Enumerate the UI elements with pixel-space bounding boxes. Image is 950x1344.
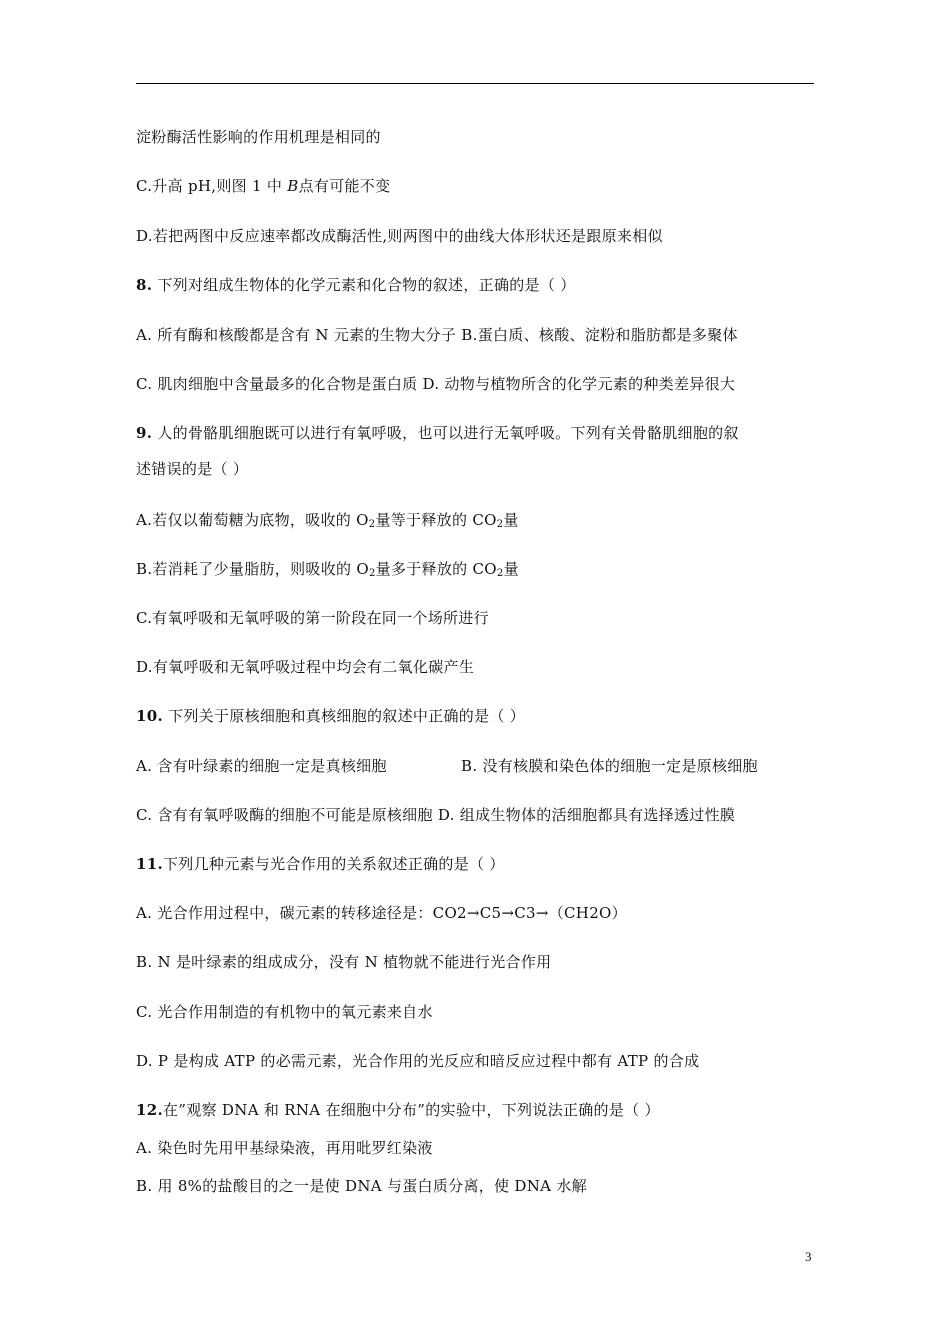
question-number: 10. [136, 707, 163, 725]
question-number: 12. [136, 1101, 163, 1119]
page-number: 3 [805, 1249, 812, 1264]
option-d-line: D.若把两图中反应速率都改成酶活性,则两图中的曲线大体形状还是跟原来相似 [136, 227, 663, 245]
point-label: B [287, 177, 299, 195]
text-span: A.若仅以葡萄糖为底物，吸收的 O [136, 511, 369, 529]
subscript: 2 [368, 568, 376, 579]
text-span: B.若消耗了少量脂肪，则吸收的 O [136, 560, 369, 578]
question-text: 在”观察 DNA 和 RNA 在细胞中分布”的实验中，下列说法正确的是（ ） [163, 1101, 660, 1119]
question-text: 下列对组成生物体的化学元素和化合物的叙述，正确的是（ ） [157, 276, 576, 294]
text-span: 量 [503, 511, 519, 529]
question-number: 8. [136, 276, 153, 294]
question-11-option-d: D. P 是构成 ATP 的必需元素，光合作用的光反应和暗反应过程中都有 ATP 的合成 [136, 1052, 700, 1070]
subscript: 2 [496, 568, 504, 579]
question-number: 9. [136, 424, 153, 442]
text-span: 量多于释放的 CO [375, 560, 497, 578]
option-c-line [136, 176, 390, 196]
question-number: 11. [136, 855, 163, 873]
question-8-stem [136, 275, 576, 295]
subscript: 2 [368, 519, 376, 530]
text-span: 量 [503, 560, 519, 578]
text-line: 淀粉酶活性影响的作用机理是相同的 [136, 128, 381, 146]
question-9-option-a [136, 510, 519, 530]
question-9-option-d: D.有氧呼吸和无氧呼吸过程中均会有二氧化碳产生 [136, 658, 475, 676]
question-text: 人的骨骼肌细胞既可以进行有氧呼吸，也可以进行无氧呼吸。下列有关骨骼肌细胞的叙 [157, 424, 739, 442]
question-10-stem [136, 706, 525, 726]
text-span: 点有可能不变 [298, 177, 391, 195]
question-12-option-b: B. 用 8%的盐酸目的之一是使 DNA 与蛋白质分离，使 DNA 水解 [136, 1177, 587, 1195]
question-11-option-a: A. 光合作用过程中，碳元素的转移途径是：CO2→C5→C3→（CH2O） [136, 904, 627, 922]
subscript: 2 [496, 519, 504, 530]
question-9-option-b [136, 559, 519, 579]
question-10-option-b: B. 没有核膜和染色体的细胞一定是原核细胞 [461, 757, 758, 775]
question-12-stem [136, 1100, 660, 1120]
question-11-option-b: B. N 是叶绿素的组成成分，没有 N 植物就不能进行光合作用 [136, 953, 552, 971]
question-9-stem-cont: 述错误的是（ ） [136, 460, 249, 478]
question-12-option-a: A. 染色时先用甲基绿染液，再用吡罗红染液 [136, 1139, 433, 1157]
question-8-options-cd: C. 肌肉细胞中含量最多的化合物是蛋白质 D. 动物与植物所含的化学元素的种类差异很大 [136, 375, 736, 393]
question-11-option-c: C. 光合作用制造的有机物中的氧元素来自水 [136, 1003, 433, 1021]
text-span: 量等于释放的 CO [375, 511, 497, 529]
header-rule [136, 83, 814, 84]
question-8-options-ab: A. 所有酶和核酸都是含有 N 元素的生物大分子 B.蛋白质、核酸、淀粉和脂肪都是多聚体 [136, 326, 738, 344]
question-text: 下列关于原核细胞和真核细胞的叙述中正确的是（ ） [168, 707, 526, 725]
question-text: 下列几种元素与光合作用的关系叙述正确的是（ ） [163, 855, 505, 873]
text-span: C.升高 pH,则图 1 中 [136, 177, 288, 195]
question-10-option-a: A. 含有叶绿素的细胞一定是真核细胞 [136, 757, 387, 775]
question-10-options-cd: C. 含有有氧呼吸酶的细胞不可能是原核细胞 D. 组成生物体的活细胞都具有选择透过性膜 [136, 806, 736, 824]
question-11-stem [136, 854, 505, 874]
question-9-stem [136, 423, 739, 443]
question-9-option-c: C.有氧呼吸和无氧呼吸的第一阶段在同一个场所进行 [136, 609, 489, 627]
